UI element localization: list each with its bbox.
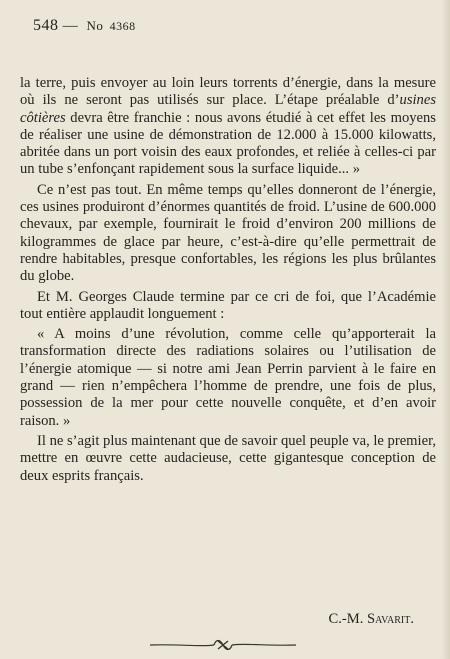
author-initials: C.-M.	[328, 611, 368, 627]
author-signature	[329, 611, 414, 628]
issue-number: 4368	[109, 19, 136, 33]
header-dash: —	[62, 18, 79, 34]
author-surname: Savarit.	[367, 611, 414, 627]
ornamental-divider-icon	[148, 638, 298, 652]
page-number: 548	[33, 17, 59, 34]
article-paragraph	[20, 75, 436, 179]
paragraph-text: « A moins d’une révolution, comme celle qu’apporterait la transformation directe des radiations solaires ou l’utilisation de l’énergie atomique — si notre ami Jean Perrin parvient à le faire en grand — rien n’empêchera l’homme de prendre, une fois de plus, possession de la mer pour cette nouvelle conquête, et d’en avoir raison. »	[20, 326, 436, 429]
paragraph-text: devra être franchie : nous avons étudié à cet effet les moyens de réaliser une usine de démonstration de 12.000 à 15.000 kilowatts, abritée dans un port voisin des eaux profondes, et reliée à celles-ci par un tube s’enfonçant rapidement sous la surface liquide... »	[20, 109, 436, 178]
paragraph-text: Il ne s’agit plus maintenant que de savoir quel peuple va, le premier, mettre en œuvre cette audacieuse, cette gigantesque conception de deux esprits français.	[20, 432, 436, 484]
paragraph-text: la terre, puis envoyer au loin leurs torrents d’énergie, dans la mesure où ils ne seront pas utilisés sur place. L’étape préalable d’	[20, 75, 436, 109]
article-paragraph	[20, 326, 436, 430]
emphasis-text: usines côtières	[20, 92, 436, 126]
page-edge-shadow	[442, 0, 450, 659]
article-paragraph	[20, 289, 436, 324]
paragraph-text: Ce n’est pas tout. En même temps qu’elles donneront de l’énergie, ces usines produiront d’énormes quantités de froid. L’usine de 600.000 chevaux, par exemple, fournirait le froid d’environ 200 millions de kilogrammes de glace par heure, c’est-à-dire qu’elle permettrait de rendre habitables, presque confortables, les régions les plus brûlantes du globe.	[20, 181, 436, 285]
page-header	[33, 17, 136, 35]
issue-prefix: No	[86, 18, 104, 33]
article-paragraph	[20, 433, 436, 485]
paragraph-text: Et M. Georges Claude termine par ce cri de foi, que l’Académie tout entière applaudit longuement :	[20, 288, 436, 322]
article-paragraph	[20, 182, 436, 286]
article-body	[20, 75, 436, 485]
